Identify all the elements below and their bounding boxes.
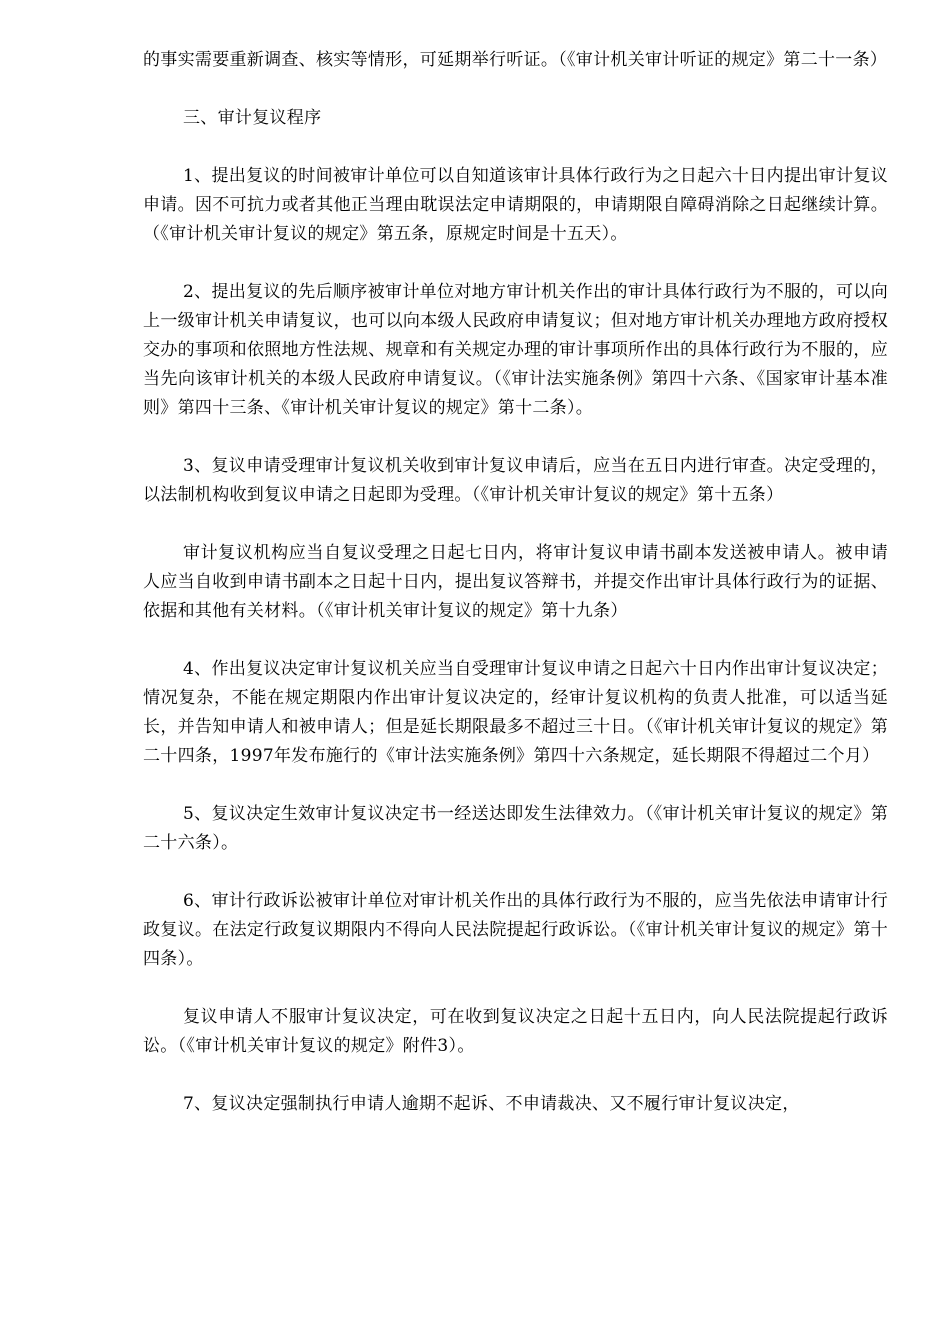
paragraph-7: 7、复议决定强制执行申请人逾期不起诉、不申请裁决、又不履行审计复议决定， [183,1094,800,1114]
paragraph-3b: 审计复议机构应当自复议受理之日起七日内，将审计复议申请书副本发送被申请人。被申请人应当自收到申请书副本之日起十日内，提出复议答辩书，并提交作出审计具体行政行为的证据、依据和其他有关材料。（《审计机关审计复议的规定》第十九条） [143,543,888,621]
paragraph-2: 2、提出复议的先后顺序被审计单位对地方审计机关作出的审计具体行政行为不服的，可以向上一级审计机关申请复议，也可以向本级人民政府申请复议；但对地方审计机关办理地方政府授权交办的事项和依照地方性法规、规章和有关规定办理的审计事项所作出的具体行政行为不服的，应当先向该审计机关的本级人民政府申请复议。（《审计法实施条例》第四十六条、《国家审计基本准则》第四十三条、《审计机关审计复议的规定》第十二条）。 [143,282,888,418]
paragraph-continuation: 的事实需要重新调查、核实等情形，可延期举行听证。（《审计机关审计听证的规定》第二十一条） [143,50,888,70]
section-heading: 三、审计复议程序 [183,108,322,128]
paragraph-6: 6、审计行政诉讼被审计单位对审计机关作出的具体行政行为不服的，应当先依法申请审计行政复议。在法定行政复议期限内不得向人民法院提起行政诉讼。（《审计机关审计复议的规定》第十四条）。 [143,891,888,969]
paragraph-3: 3、复议申请受理审计复议机关收到审计复议申请后，应当在五日内进行审查。决定受理的，以法制机构收到复议申请之日起即为受理。（《审计机关审计复议的规定》第十五条） [143,456,888,505]
paragraph-1: 1、提出复议的时间被审计单位可以自知道该审计具体行政行为之日起六十日内提出审计复议申请。因不可抗力或者其他正当理由耽误法定申请期限的，申请期限自障碍消除之日起继续计算。（《审计机关审计复议的规定》第五条，原规定时间是十五天）。 [143,166,888,244]
document-body [143,46,888,1148]
paragraph-5: 5、复议决定生效审计复议决定书一经送达即发生法律效力。（《审计机关审计复议的规定》第二十六条）。 [143,804,888,853]
paragraph-6b: 复议申请人不服审计复议决定，可在收到复议决定之日起十五日内，向人民法院提起行政诉讼。（《审计机关审计复议的规定》附件3）。 [143,1007,888,1056]
paragraph-4: 4、作出复议决定审计复议机关应当自受理审计复议申请之日起六十日内作出审计复议决定；情况复杂，不能在规定期限内作出审计复议决定的，经审计复议机构的负责人批准，可以适当延长，并告知申请人和被申请人；但是延长期限最多不超过三十日。（《审计机关审计复议的规定》第二十四条，1997年发布施行的《审计法实施条例》第四十六条规定，延长期限不得超过二个月） [143,659,888,766]
